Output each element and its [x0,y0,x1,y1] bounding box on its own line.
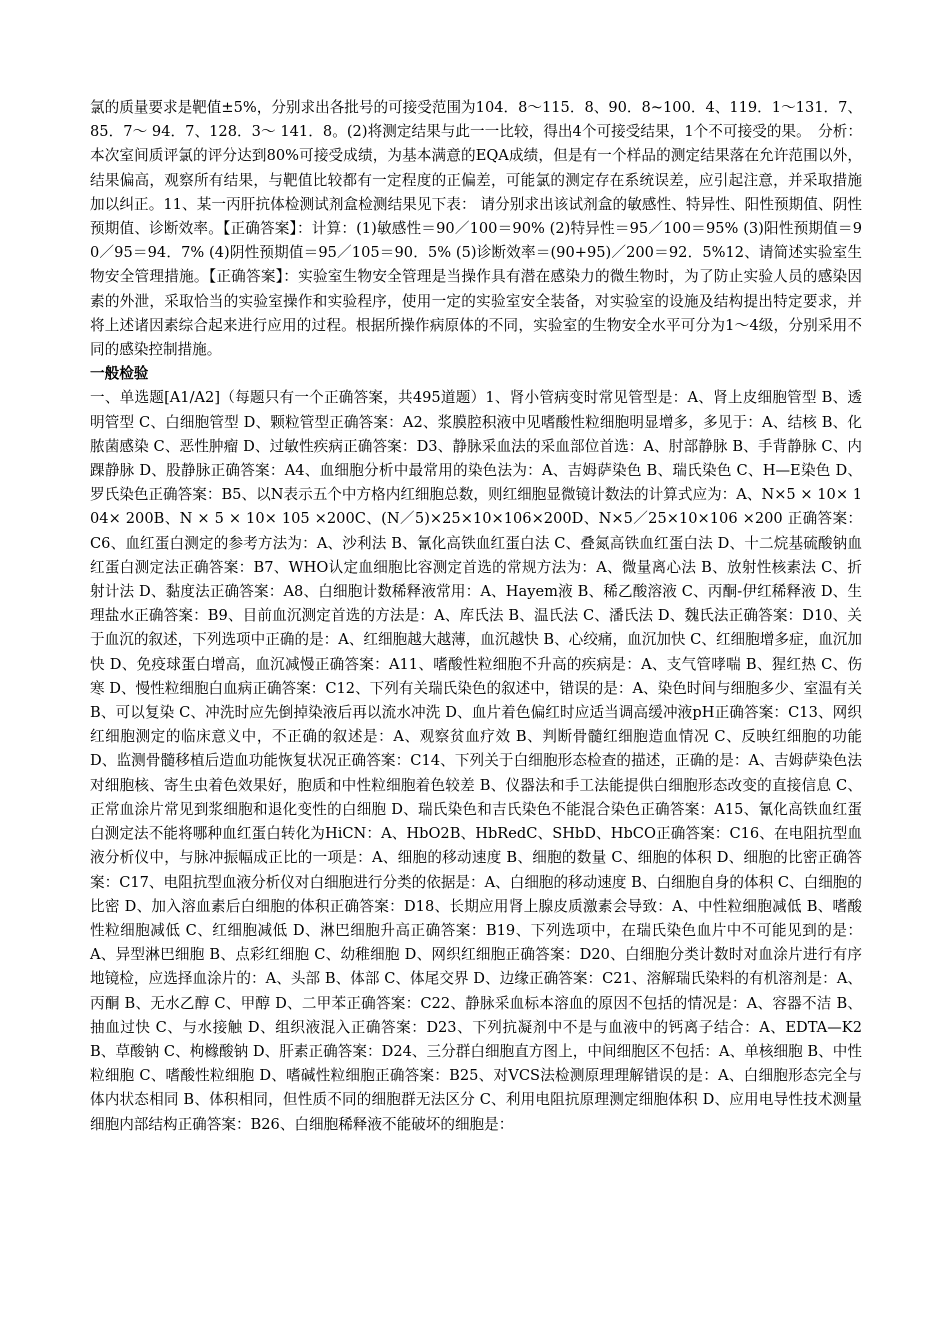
document-page [90,96,862,1137]
section-heading: 一般检验 [90,365,149,383]
intro-paragraph: 氯的质量要求是靶值±5%，分别求出各批号的可接受范围为104．8～115．8、90．8~100．4、119．1～131．7、85．7～ 94．7、128．3～ 141．8。(2)将测定结果与此一一比较，得出4个可接受结果，1个不可接受的果。 分析：本次室间质评氯的评分达到80%可接受成绩，为基本满意的EQA成绩，但是有一个样品的测定结果落在允许范围以外，结果偏高，观察所有结果，与靶值比较都有一定程度的正偏差，可能氯的测定存在系统误差，应引起注意，并采取措施加以纠正。11、某一丙肝抗体检测试剂盒检测结果见下表： 请分别求出该试剂盒的敏感性、特异性、阳性预期值、阴性预期值、诊断效率。【正确答案】：计算：(1)敏感性＝90／100＝90% (2)特异性＝95／100＝95% (3)阳性预期值＝90／95＝94．7% (4)阴性预期值＝95／105＝90．5% (5)诊断效率＝(90+95)／200＝92．5%12、请简述实验室生物安全管理措施。【正确答案】：实验室生物安全管理是当操作具有潜在感染力的微生物时，为了防止实验人员的感染因素的外泄，采取恰当的实验室操作和实验程序，使用一定的实验室安全装备，对实验室的设施及结构提出特定要求，并将上述诸因素综合起来进行应用的过程。根据所操作病原体的不同，实验室的生物安全水平可分为1～4级，分别采用不同的感染控制措施。 [90,99,862,359]
section-paragraph: 一、单选题[A1/A2]（每题只有一个正确答案，共495道题）1、肾小管病变时常见管型是：A、肾上皮细胞管型 B、透明管型 C、白细胞管型 D、颗粒管型正确答案：A2、浆膜腔积液中见嗜酸性粒细胞明显增多，多见于：A、结核 B、化脓菌感染 C、恶性肿瘤 D、过敏性疾病正确答案：D3、静脉采血法的采血部位首选：A、肘部静脉 B、手背静脉 C、内踝静脉 D、股静脉正确答案：A4、血细胞分析中最常用的染色法为：A、吉姆萨染色 B、瑞氏染色 C、H—E染色 D、罗氏染色正确答案：B5、以N表示五个中方格内红细胞总数，则红细胞显微镜计数法的计算式应为：A、N×5 × 10× 104× 200B、N × 5 × 10× 105 ×200C、(N／5)×25×10×106×200D、N×5／25×10×106 ×200 正确答案：C6、血红蛋白测定的参考方法为：A、沙利法 B、氰化高铁血红蛋白法 C、叠氮高铁血红蛋白法 D、十二烷基硫酸钠血红蛋白测定法正确答案：B7、WHO认定血细胞比容测定首选的常规方法为：A、微量离心法 B、放射性核素法 C、折射计法 D、黏度法正确答案：A8、白细胞计数稀释液常用：A、Hayem液 B、稀乙酸溶液 C、丙酮-伊红稀释液 D、生理盐水正确答案：B9、目前血沉测定首选的方法是：A、库氏法 B、温氏法 C、潘氏法 D、魏氏法正确答案：D10、关于血沉的叙述，下列选项中正确的是：A、红细胞越大越薄，血沉越快 B、心绞痛，血沉加快 C、红细胞增多症，血沉加快 D、免疫球蛋白增高，血沉减慢正确答案：A11、嗜酸性粒细胞不升高的疾病是：A、支气管哮喘 B、猩红热 C、伤寒 D、慢性粒细胞白血病正确答案：C12、下列有关瑞氏染色的叙述中，错误的是：A、染色时间与细胞多少、室温有关 B、可以复染 C、冲洗时应先倒掉染液后再以流水冲洗 D、血片着色偏红时应适当调高缓冲液pH正确答案：C13、网织红细胞测定的临床意义中，不正确的叙述是：A、观察贫血疗效 B、判断骨髓红细胞造血情况 C、反映红细胞的功能 D、监测骨髓移植后造血功能恢复状况正确答案：C14、下列关于白细胞形态检查的描述，正确的是：A、吉姆萨染色法对细胞核、寄生虫着色效果好，胞质和中性粒细胞着色较差 B、仪器法和手工法能提供白细胞形态改变的直接信息 C、正常血涂片常见到浆细胞和退化变性的白细胞 D、瑞氏染色和吉氏染色不能混合染色正确答案：A15、氰化高铁血红蛋白测定法不能将哪种血红蛋白转化为HiCN：A、HbO2B、HbRedC、SHbD、HbCO正确答案：C16、在电阻抗型血液分析仪中，与脉冲振幅成正比的一项是：A、细胞的移动速度 B、细胞的数量 C、细胞的体积 D、细胞的比密正确答案：C17、电阻抗型血液分析仪对白细胞进行分类的依据是：A、白细胞的移动速度 B、白细胞自身的体积 C、白细胞的比密 D、加入溶血素后白细胞的体积正确答案：D18、长期应用肾上腺皮质激素会导致：A、中性粒细胞减低 B、嗜酸性粒细胞减低 C、红细胞减低 D、淋巴细胞升高正确答案：B19、下列选项中，在瑞氏染色血片中不可能见到的是：A、异型淋巴细胞 B、点彩红细胞 C、幼稚细胞 D、网织红细胞正确答案：D20、白细胞分类计数时对血涂片进行有序地镜检，应选择血涂片的：A、头部 B、体部 C、体尾交界 D、边缘正确答案：C21、溶解瑞氏染料的有机溶剂是：A、丙酮 B、无水乙醇 C、甲醇 D、二甲苯正确答案：C22、静脉采血标本溶血的原因不包括的情况是：A、容器不洁 B、抽血过快 C、与水接触 D、组织液混入正确答案：D23、下列抗凝剂中不是与血液中的钙离子结合：A、EDTA—K2 B、草酸钠 C、枸橼酸钠 D、肝素正确答案：D24、三分群白细胞直方图上，中间细胞区不包括：A、单核细胞 B、中性粒细胞 C、嗜酸性粒细胞 D、嗜碱性粒细胞正确答案：B25、对VCS法检测原理理解错误的是：A、白细胞形态完全与体内状态相同 B、体积相同，但性质不同的细胞群无法区分 C、利用电阻抗原理测定细胞体积 D、应用电导性技术测量细胞内部结构正确答案：B26、白细胞稀释液不能破坏的细胞是： [90,389,862,1133]
